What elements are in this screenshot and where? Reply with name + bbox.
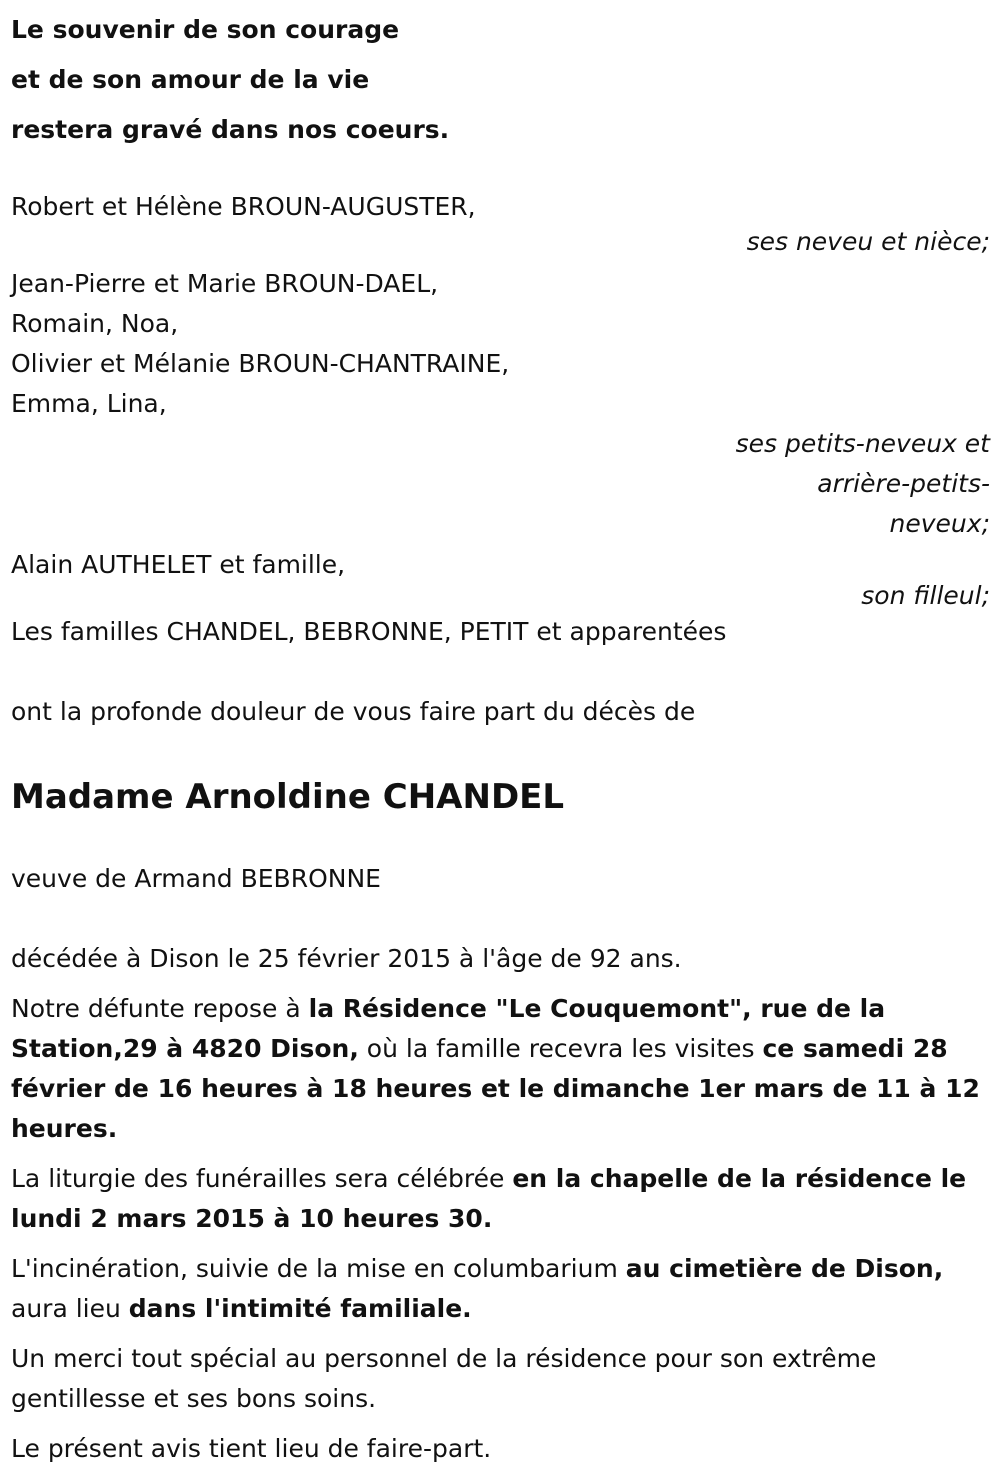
quote-line-3: restera gravé dans nos coeurs. — [11, 115, 450, 144]
visitation-text: où la famille recevra les visites — [358, 1034, 763, 1063]
visitation-hours: ce samedi 28 février de 16 heures à 18 heures et le dimanche 1er mars de 11 à 12 heures. — [11, 1034, 980, 1143]
family-name: Alain AUTHELET et famille, — [11, 550, 346, 579]
family-name: Romain, Noa, — [11, 309, 179, 338]
widow-of: veuve de Armand BEBRONNE — [11, 864, 381, 893]
family-name: Jean-Pierre et Marie BROUN-DAEL, — [11, 269, 439, 298]
family-name: Robert et Hélène BROUN-AUGUSTER, — [11, 192, 476, 221]
funeral-details: en la chapelle de la résidence le lundi 2 mars 2015 à 10 heures 30. — [11, 1164, 967, 1233]
cremation-privacy: dans l'intimité familiale. — [128, 1294, 472, 1323]
family-name: Les familles CHANDEL, BEBRONNE, PETIT et apparentées — [11, 617, 727, 646]
family-relation: arrière-petits- — [817, 469, 990, 498]
family-name: Emma, Lina, — [11, 389, 167, 418]
thanks-paragraph: Un merci tout spécial au personnel de la résidence pour son extrême gentillesse et ses bons soins. — [11, 1344, 877, 1413]
funeral-paragraph — [11, 1159, 990, 1239]
family-group-4 — [11, 612, 990, 652]
family-relation: son filleul; — [861, 581, 990, 610]
family-group-2 — [11, 264, 990, 544]
memorial-quote — [11, 0, 990, 155]
death-details: décédée à Dison le 25 février 2015 à l'âge de 92 ans. — [11, 944, 682, 973]
cremation-place: au cimetière de Dison, — [625, 1254, 944, 1283]
cremation-text: L'incinération, suivie de la mise en columbarium — [11, 1254, 626, 1283]
family-name: Olivier et Mélanie BROUN-CHANTRAINE, — [11, 349, 510, 378]
quote-line-1: Le souvenir de son courage — [11, 15, 400, 44]
funeral-text: La liturgie des funérailles sera célébrée — [11, 1164, 513, 1193]
visitation-paragraph — [11, 989, 990, 1149]
quote-line-2: et de son amour de la vie — [11, 65, 370, 94]
family-relation: neveux; — [889, 509, 990, 538]
deceased-name: Madame Arnoldine CHANDEL — [11, 777, 565, 817]
family-relation: ses petits-neveux et — [735, 429, 990, 458]
cremation-text: aura lieu — [11, 1294, 129, 1323]
family-group-3 — [11, 547, 990, 609]
family-group-1 — [11, 192, 990, 262]
visitation-location: la Résidence "Le Couquemont", rue de la Station,29 à 4820 Dison, — [11, 994, 886, 1063]
family-relation: ses neveu et nièce; — [746, 227, 990, 256]
closing-line: Le présent avis tient lieu de faire-part. — [11, 1434, 492, 1463]
visitation-text: Notre défunte repose à — [11, 994, 309, 1023]
announcement: ont la profonde douleur de vous faire part du décès de — [11, 697, 696, 726]
cremation-paragraph — [11, 1249, 990, 1329]
